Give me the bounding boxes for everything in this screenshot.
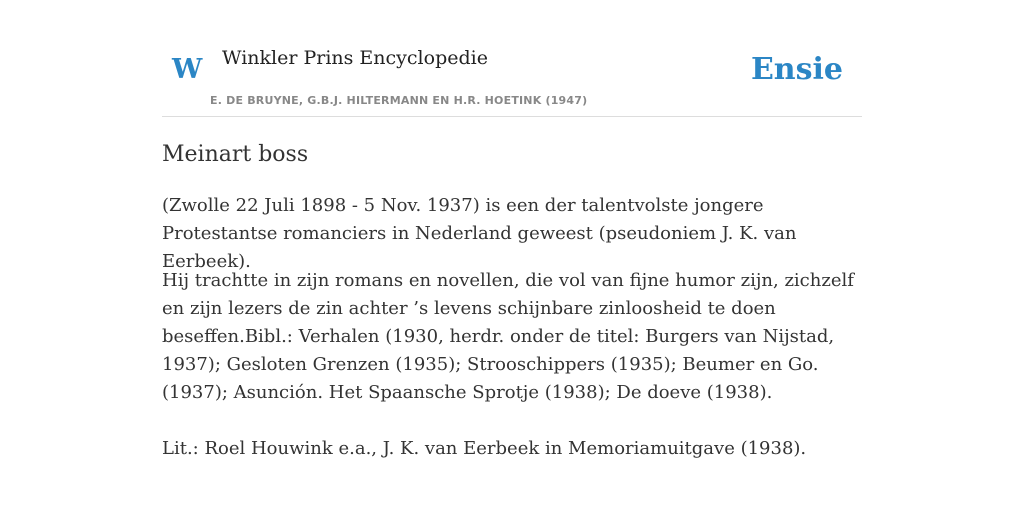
article-paragraph: Hij trachtte in zijn romans en novellen, die vol van fijne humor zijn, zichzelf en zijn lezers de zin achter ’s levens schijnbare zinloosheid te doen beseffen.Bibl.: Verhalen (1930, herdr. onder de titel: Burgers van Nijstad, 1937); Gesloten Grenzen (1935); Strooschippers (1935); Beumer en Go. (1937); Asunción. Het Spaansche Sprotje (1938); De doeve (1938). bbox=[162, 270, 854, 403]
book-title-link[interactable]: Winkler Prins Encyclopedie bbox=[222, 47, 488, 69]
article-title: Meinart boss bbox=[162, 142, 309, 167]
page bbox=[162, 0, 862, 512]
ensie-brand-logo[interactable]: Ensie bbox=[750, 52, 843, 87]
authors-line: E. DE BRUYNE, G.B.J. HILTERMANN EN H.R. HOETINK (1947) bbox=[210, 94, 588, 107]
winkler-prins-logo-icon[interactable]: W bbox=[172, 54, 203, 85]
literature-reference: Lit.: Roel Houwink e.a., J. K. van Eerbeek in Memoriamuitgave (1938). bbox=[162, 438, 807, 459]
article-paragraph: (Zwolle 22 Juli 1898 - 5 Nov. 1937) is een der talentvolste jongere Protestantse romanciers in Nederland geweest (pseudoniem J. K. van Eerbeek). bbox=[162, 195, 797, 272]
header bbox=[162, 0, 862, 117]
